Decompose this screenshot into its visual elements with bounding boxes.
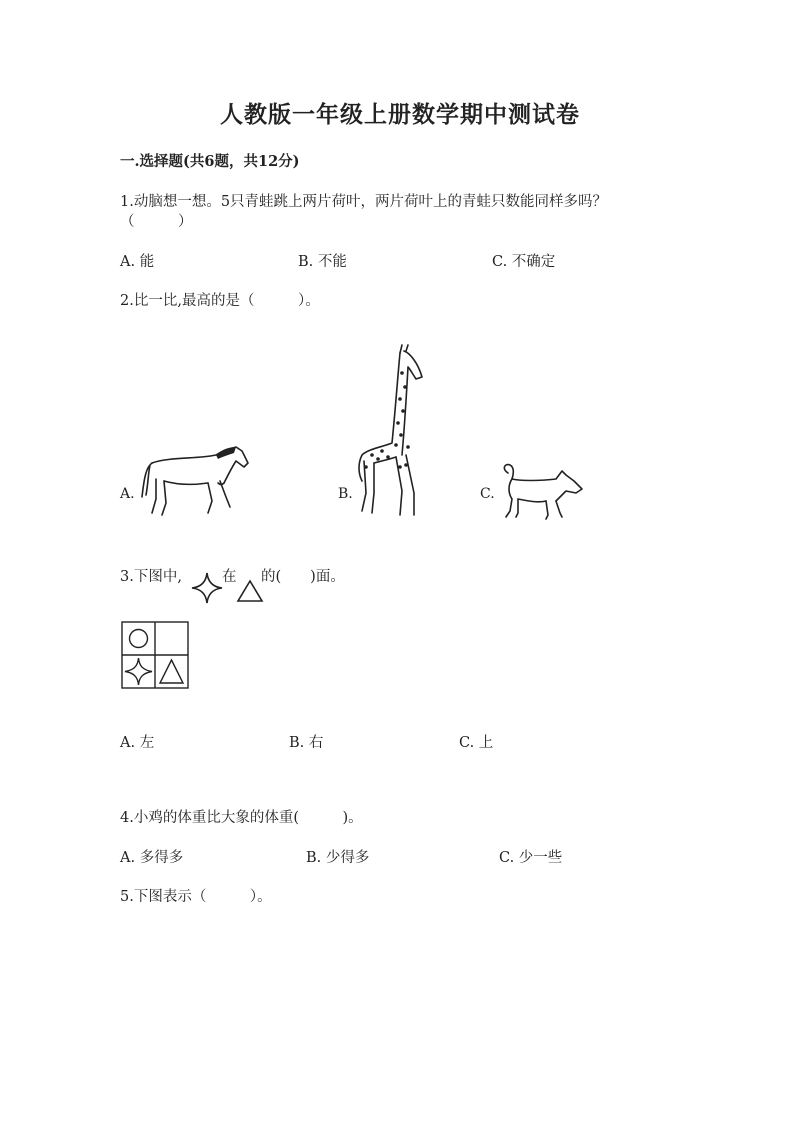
question-3-text-a: 3.下图中, bbox=[120, 569, 182, 585]
question-1-text: 1.动脑想一想。5只青蛙跳上两片荷叶，两片荷叶上的青蛙只数能同样多吗？ bbox=[120, 194, 608, 210]
question-5-text: 5.下图表示（ ）。 bbox=[120, 889, 272, 905]
question-1-option-c: C. 不确定 bbox=[492, 254, 556, 270]
question-2-label-a: A. bbox=[120, 486, 135, 502]
question-2-text: 2.比一比,最高的是（ ）。 bbox=[120, 293, 320, 309]
question-2-label-b: B. bbox=[338, 486, 353, 502]
dog-icon bbox=[500, 463, 585, 521]
question-4-text: 4.小鸡的体重比大象的体重( )。 bbox=[120, 810, 363, 826]
question-4-option-a: A. 多得多 bbox=[120, 850, 184, 866]
question-2-label-c: C. bbox=[480, 486, 495, 502]
horse-icon bbox=[138, 445, 250, 520]
star-icon bbox=[191, 572, 223, 604]
position-grid bbox=[121, 621, 189, 689]
page-title: 人教版一年级上册数学期中测试卷 bbox=[220, 101, 580, 128]
question-3-text-b: 在 bbox=[222, 569, 237, 585]
question-3-option-c: C. 上 bbox=[459, 735, 494, 751]
question-3-text-c: 的( )面。 bbox=[261, 569, 345, 585]
giraffe-icon bbox=[352, 343, 427, 521]
question-3-option-b: B. 右 bbox=[289, 735, 324, 751]
question-1-option-a: A. 能 bbox=[120, 254, 155, 270]
question-1-option-b: B. 不能 bbox=[298, 254, 347, 270]
question-1-blank: （ ） bbox=[120, 214, 193, 230]
section-heading: 一.选择题(共6题，共12分) bbox=[120, 153, 300, 170]
question-4-option-b: B. 少得多 bbox=[306, 850, 370, 866]
question-3-option-a: A. 左 bbox=[120, 735, 155, 751]
question-4-option-c: C. 少一些 bbox=[499, 850, 563, 866]
triangle-icon bbox=[237, 580, 263, 602]
